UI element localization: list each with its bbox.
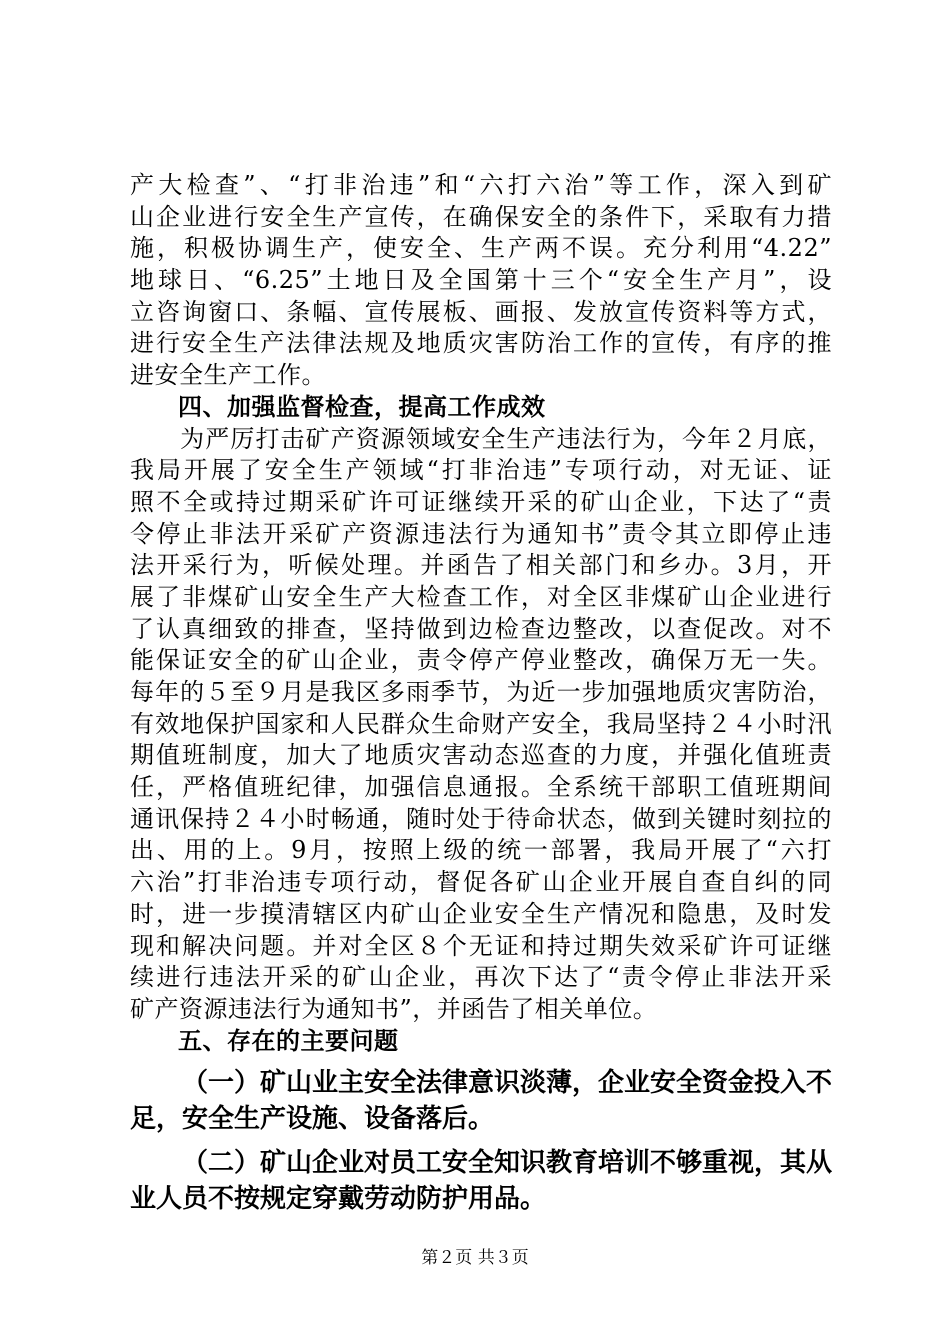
text-line: 出、用的上。9月，按照上级的统一部署，我局开展了“六打 (130, 836, 832, 865)
text-line: 现和解决问题。并对全区８个无证和持过期失效采矿许可证继 (130, 931, 832, 960)
text-line: 了认真细致的排查，坚持做到边检查边整改，以查促改。对不 (130, 614, 832, 643)
text-line: 能保证安全的矿山企业，责令停产停业整改，确保万无一失。 (130, 646, 832, 675)
text-line: 法开采行为，听候处理。并函告了相关部门和乡办。3月，开 (130, 551, 832, 580)
issue-item-2 (130, 1145, 832, 1217)
text-line: 产大检查”、“打非治违”和“六打六治”等工作，深入到矿 (130, 171, 832, 199)
text-line: 每年的５至９月是我区多雨季节，为近一步加强地质灾害防治， (130, 678, 832, 706)
text-line: （一）矿山业主安全法律意识淡薄，企业安全资金投入不 (182, 1068, 833, 1099)
text-line: 进安全生产工作。 (130, 361, 326, 390)
section-heading-4: 四、加强监督检查，提高工作成效 (178, 392, 546, 421)
text-line: 业人员不按规定穿戴劳动防护用品。 (130, 1184, 547, 1215)
text-line: 施，积极协调生产，使安全、生产两不误。充分利用“4.22” (130, 234, 832, 263)
text-line: 通讯保持２４小时畅通，随时处于待命状态，做到关键时刻拉的 (130, 804, 832, 833)
text-line: 展了非煤矿山安全生产大检查工作，对全区非煤矿山企业进行 (130, 582, 832, 611)
text-line: （二）矿山企业对员工安全知识教育培训不够重视，其从 (182, 1148, 833, 1179)
section-heading-5: 五、存在的主要问题 (178, 1026, 399, 1055)
text-line: 有效地保护国家和人民群众生命财产安全，我局坚持２４小时汛 (130, 709, 832, 738)
text-line: 任，严格值班纪律，加强信息通报。全系统干部职工值班期间 (130, 773, 832, 802)
text-line: 期值班制度，加大了地质灾害动态巡查的力度，并强化值班责 (130, 741, 832, 770)
text-line: 我局开展了安全生产领域“打非治违”专项行动，对无证、证 (130, 456, 832, 485)
text-line: 续进行违法开采的矿山企业，再次下达了“责令停止非法开采 (130, 963, 832, 992)
text-line: 照不全或持过期采矿许可证继续开采的矿山企业，下达了“责 (130, 487, 832, 516)
text-line: 进行安全生产法律法规及地质灾害防治工作的宣传，有序的推 (130, 329, 832, 358)
text-line: 六治”打非治违专项行动，督促各矿山企业开展自查自纠的同 (130, 868, 832, 897)
issue-item-1 (130, 1065, 832, 1137)
document-body (130, 170, 832, 1217)
paragraph-supervision (130, 424, 832, 1026)
text-line: 立咨询窗口、条幅、宣传展板、画报、发放宣传资料等方式， (130, 297, 832, 326)
text-line: 足，安全生产设施、设备落后。 (130, 1104, 495, 1135)
text-line: 为严厉打击矿产资源领域安全生产违法行为，今年２月底， (130, 424, 832, 453)
paragraph-safety-publicity (130, 170, 832, 392)
text-line: 矿产资源违法行为通知书”，并函告了相关单位。 (130, 994, 658, 1023)
page-number-footer: 第２页 共３页 (421, 1248, 529, 1268)
spacer (130, 1137, 832, 1145)
text-line: 地球日、“6.25”土地日及全国第十三个“安全生产月”，设 (130, 266, 832, 295)
text-line: 时，进一步摸清辖区内矿山企业安全生产情况和隐患，及时发 (130, 899, 832, 928)
text-line: 令停止非法开采矿产资源违法行为通知书”责令其立即停止违 (130, 519, 832, 548)
spacer (130, 1057, 832, 1065)
text-line: 山企业进行安全生产宣传，在确保安全的条件下，采取有力措 (130, 202, 832, 231)
